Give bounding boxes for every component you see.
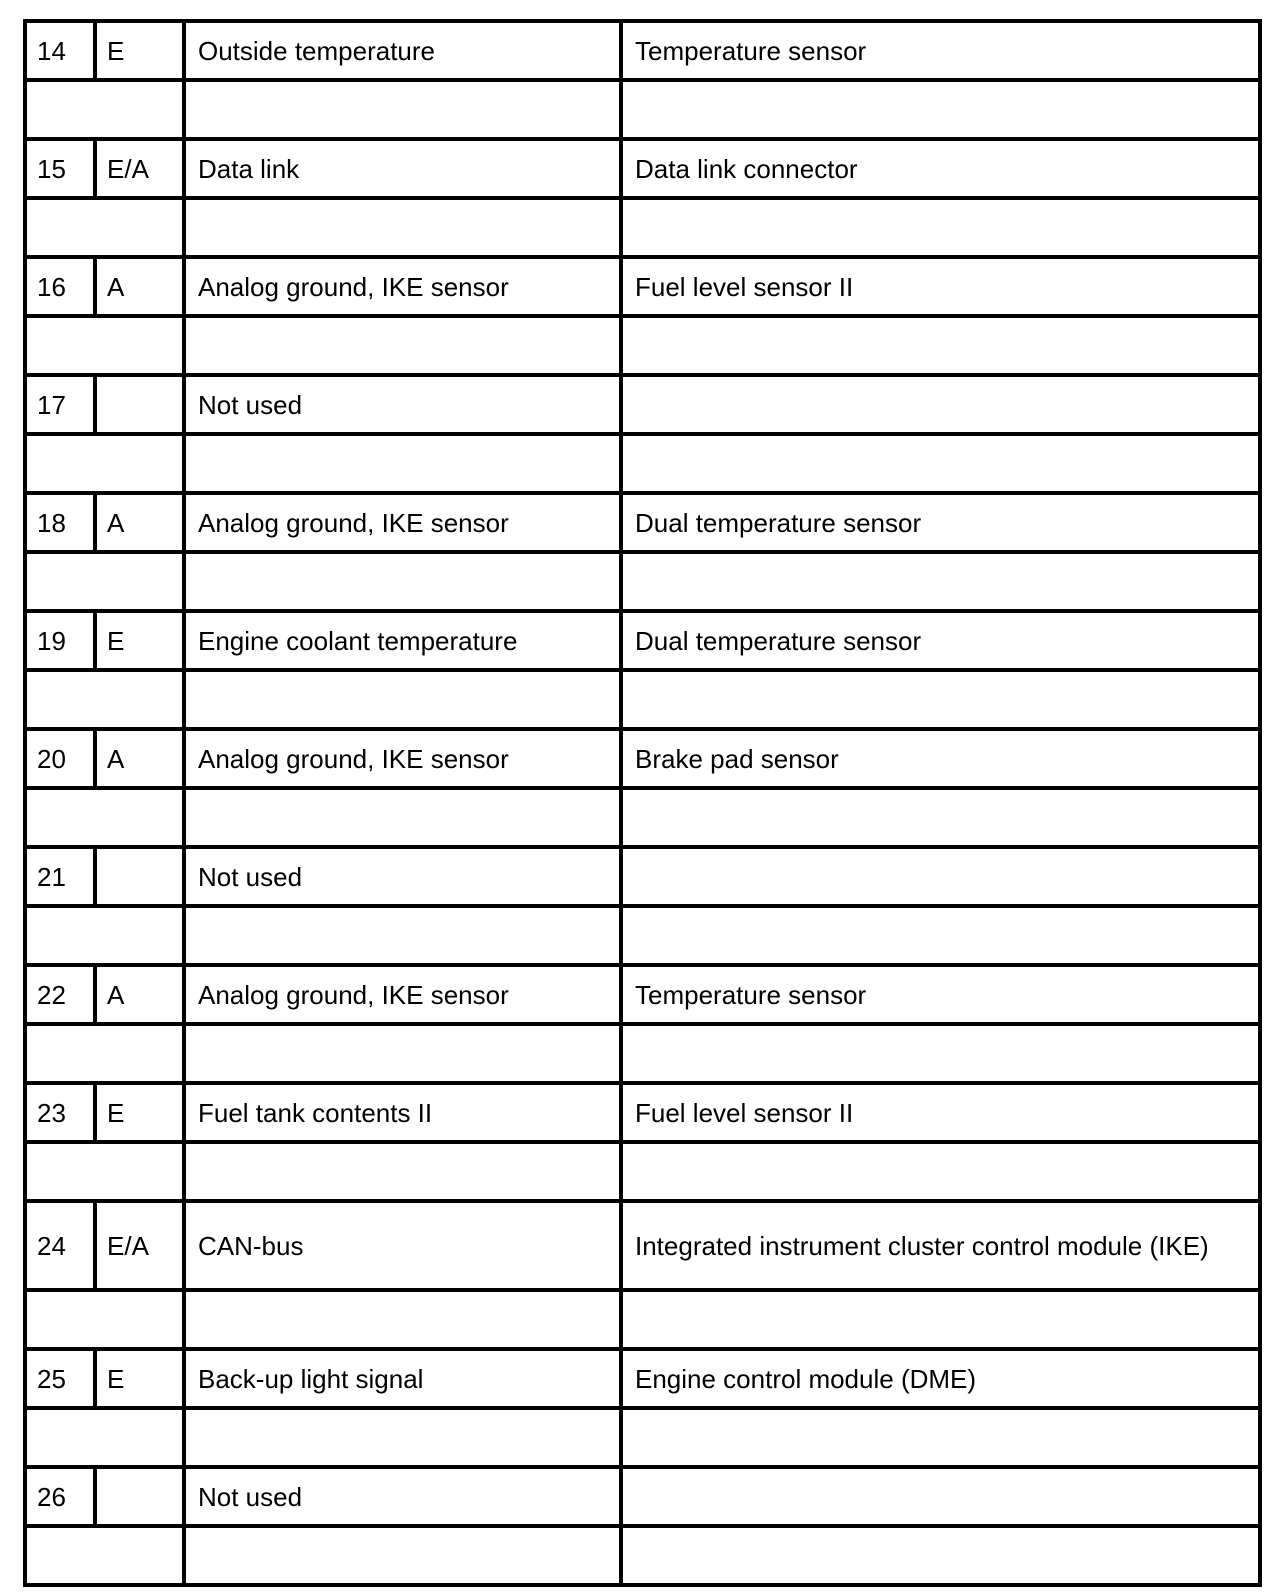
empty-cell bbox=[25, 316, 184, 375]
table-row bbox=[25, 847, 1260, 906]
table-spacer-row bbox=[25, 1290, 1260, 1349]
table-spacer-row bbox=[25, 906, 1260, 965]
empty-cell bbox=[25, 906, 184, 965]
description-cell: Analog ground, IKE sensor bbox=[184, 257, 621, 316]
empty-cell bbox=[184, 198, 621, 257]
empty-cell bbox=[25, 552, 184, 611]
empty-cell bbox=[184, 906, 621, 965]
table-row bbox=[25, 493, 1260, 552]
table-row bbox=[25, 1467, 1260, 1526]
connection-cell bbox=[621, 375, 1260, 434]
pin-number-cell: 15 bbox=[25, 139, 95, 198]
empty-cell bbox=[25, 1024, 184, 1083]
table-row bbox=[25, 611, 1260, 670]
signal-type-cell: A bbox=[95, 493, 184, 552]
signal-type-cell: E bbox=[95, 1349, 184, 1408]
pin-number-cell: 14 bbox=[25, 21, 95, 80]
table-row bbox=[25, 257, 1260, 316]
empty-cell bbox=[621, 316, 1260, 375]
empty-cell bbox=[621, 1024, 1260, 1083]
signal-type-cell: E/A bbox=[95, 139, 184, 198]
empty-cell bbox=[25, 80, 184, 139]
table-body bbox=[25, 21, 1260, 1585]
signal-type-cell: E bbox=[95, 611, 184, 670]
empty-cell bbox=[184, 434, 621, 493]
connection-cell: Data link connector bbox=[621, 139, 1260, 198]
pin-assignment-table bbox=[23, 19, 1262, 1587]
empty-cell bbox=[621, 670, 1260, 729]
table-row bbox=[25, 1201, 1260, 1290]
pin-number-cell: 20 bbox=[25, 729, 95, 788]
connection-cell: Temperature sensor bbox=[621, 21, 1260, 80]
empty-cell bbox=[25, 670, 184, 729]
empty-cell bbox=[621, 198, 1260, 257]
description-cell: Analog ground, IKE sensor bbox=[184, 965, 621, 1024]
description-cell: Back-up light signal bbox=[184, 1349, 621, 1408]
table-row bbox=[25, 375, 1260, 434]
connection-cell bbox=[621, 847, 1260, 906]
table-spacer-row bbox=[25, 198, 1260, 257]
pin-number-cell: 22 bbox=[25, 965, 95, 1024]
table-spacer-row bbox=[25, 80, 1260, 139]
empty-cell bbox=[184, 1526, 621, 1585]
table-spacer-row bbox=[25, 1142, 1260, 1201]
description-cell: Outside temperature bbox=[184, 21, 621, 80]
description-cell: Fuel tank contents II bbox=[184, 1083, 621, 1142]
table-spacer-row bbox=[25, 552, 1260, 611]
pin-number-cell: 24 bbox=[25, 1201, 95, 1290]
empty-cell bbox=[184, 670, 621, 729]
pin-number-cell: 25 bbox=[25, 1349, 95, 1408]
connection-cell: Engine control module (DME) bbox=[621, 1349, 1260, 1408]
empty-cell bbox=[621, 434, 1260, 493]
empty-cell bbox=[184, 1408, 621, 1467]
empty-cell bbox=[25, 1408, 184, 1467]
signal-type-cell bbox=[95, 847, 184, 906]
signal-type-cell bbox=[95, 1467, 184, 1526]
description-cell: Analog ground, IKE sensor bbox=[184, 493, 621, 552]
table-spacer-row bbox=[25, 670, 1260, 729]
pin-number-cell: 21 bbox=[25, 847, 95, 906]
signal-type-cell: E bbox=[95, 21, 184, 80]
description-cell: Engine coolant temperature bbox=[184, 611, 621, 670]
empty-cell bbox=[184, 80, 621, 139]
pin-number-cell: 23 bbox=[25, 1083, 95, 1142]
empty-cell bbox=[184, 316, 621, 375]
description-cell: Analog ground, IKE sensor bbox=[184, 729, 621, 788]
empty-cell bbox=[621, 1290, 1260, 1349]
connection-cell: Integrated instrument cluster control module (IKE) bbox=[621, 1201, 1260, 1290]
empty-cell bbox=[621, 906, 1260, 965]
pin-number-cell: 19 bbox=[25, 611, 95, 670]
empty-cell bbox=[184, 1142, 621, 1201]
pin-number-cell: 16 bbox=[25, 257, 95, 316]
signal-type-cell: E/A bbox=[95, 1201, 184, 1290]
table-row bbox=[25, 965, 1260, 1024]
pin-number-cell: 18 bbox=[25, 493, 95, 552]
signal-type-cell bbox=[95, 375, 184, 434]
table-row bbox=[25, 139, 1260, 198]
connection-cell bbox=[621, 1467, 1260, 1526]
empty-cell bbox=[621, 552, 1260, 611]
empty-cell bbox=[25, 788, 184, 847]
table-spacer-row bbox=[25, 1408, 1260, 1467]
table-spacer-row bbox=[25, 434, 1260, 493]
table-row bbox=[25, 1349, 1260, 1408]
connection-cell: Fuel level sensor II bbox=[621, 1083, 1260, 1142]
empty-cell bbox=[621, 788, 1260, 847]
connection-cell: Temperature sensor bbox=[621, 965, 1260, 1024]
connection-cell: Brake pad sensor bbox=[621, 729, 1260, 788]
empty-cell bbox=[621, 1142, 1260, 1201]
signal-type-cell: A bbox=[95, 257, 184, 316]
empty-cell bbox=[184, 788, 621, 847]
empty-cell bbox=[621, 1408, 1260, 1467]
description-cell: Not used bbox=[184, 847, 621, 906]
table-spacer-row bbox=[25, 1526, 1260, 1585]
empty-cell bbox=[621, 1526, 1260, 1585]
empty-cell bbox=[621, 80, 1260, 139]
description-cell: Data link bbox=[184, 139, 621, 198]
empty-cell bbox=[184, 1024, 621, 1083]
signal-type-cell: A bbox=[95, 729, 184, 788]
description-cell: CAN-bus bbox=[184, 1201, 621, 1290]
empty-cell bbox=[25, 1526, 184, 1585]
empty-cell bbox=[184, 552, 621, 611]
table-row bbox=[25, 729, 1260, 788]
description-cell: Not used bbox=[184, 375, 621, 434]
table-row bbox=[25, 1083, 1260, 1142]
table-spacer-row bbox=[25, 788, 1260, 847]
connection-cell: Dual temperature sensor bbox=[621, 611, 1260, 670]
empty-cell bbox=[184, 1290, 621, 1349]
connection-cell: Fuel level sensor II bbox=[621, 257, 1260, 316]
empty-cell bbox=[25, 434, 184, 493]
empty-cell bbox=[25, 1142, 184, 1201]
table-spacer-row bbox=[25, 316, 1260, 375]
table-row bbox=[25, 21, 1260, 80]
empty-cell bbox=[25, 198, 184, 257]
connection-cell: Dual temperature sensor bbox=[621, 493, 1260, 552]
description-cell: Not used bbox=[184, 1467, 621, 1526]
signal-type-cell: A bbox=[95, 965, 184, 1024]
empty-cell bbox=[25, 1290, 184, 1349]
pin-number-cell: 26 bbox=[25, 1467, 95, 1526]
pin-number-cell: 17 bbox=[25, 375, 95, 434]
signal-type-cell: E bbox=[95, 1083, 184, 1142]
table-spacer-row bbox=[25, 1024, 1260, 1083]
